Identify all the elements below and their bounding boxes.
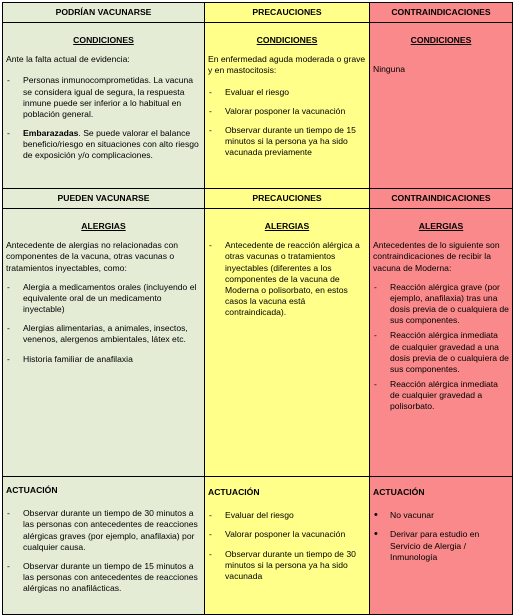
list-item: - Observar durante un tiempo de 30 minutos si la persona ya ha sido vacunada [208, 549, 366, 583]
section-title: ACTUACIÓN [373, 487, 425, 497]
actuacion-precauciones-list [208, 510, 366, 582]
section-title: ALERGIAS [418, 221, 464, 231]
alergias-contraindicaciones-cell [370, 209, 513, 477]
alergias-precauciones-list [208, 240, 366, 318]
alergias-pueden-list [6, 282, 201, 365]
intro-text: En enfermedad aguda moderada o grave y en mastocitosis: [208, 54, 366, 76]
condiciones-row [3, 23, 513, 189]
vaccination-criteria-table [2, 2, 513, 615]
list-item: • No vacunar [373, 510, 509, 521]
header-row-1 [3, 3, 513, 23]
actuacion-pueden-list [6, 508, 201, 594]
condiciones-precauciones-cell [205, 23, 370, 189]
item-bold-text: Embarazadas [23, 128, 79, 139]
list-item: - Valorar posponer la vacunación [208, 106, 366, 117]
alergias-contraindicaciones-list [373, 282, 509, 413]
header-row-2 [3, 189, 513, 209]
section-title: ALERGIAS [81, 221, 126, 231]
intro-text: Antecedentes de lo siguiente son contraindicaciones de recibir la vacuna de Moderna: [373, 240, 500, 273]
ninguna-text: Ninguna [373, 64, 406, 75]
list-item: - Antecedente de reacción alérgica a otras vacunas o tratamientos inyectables (diferentes a los componentes de la vacuna de Moderna o polisorbato, en estos casos la vacuna está contraindicada). [208, 240, 366, 318]
list-item [6, 75, 201, 120]
header-pueden-vacunarse: PUEDEN VACUNARSE [3, 189, 205, 209]
section-title: ACTUACIÓN [208, 487, 260, 497]
list-item: - Reacción alérgica grave (por ejemplo, anafilaxia) tras una dosis previa de o cualquiera de sus componentes. [373, 282, 509, 327]
list-item: - Evaluar del riesgo [208, 510, 366, 521]
header-podrian-vacunarse: PODRÍAN VACUNARSE [3, 3, 205, 23]
header-precauciones: PRECAUCIONES [205, 189, 370, 209]
header-contraindicaciones: CONTRAINDICACIONES [370, 3, 513, 23]
section-title: CONDICIONES [410, 35, 472, 45]
section-title: ALERGIAS [264, 221, 310, 231]
list-item: - Observar durante un tiempo de 15 minutos si la persona ya ha sido vacunada previamente [208, 125, 366, 159]
list-item: - Historia familiar de anafilaxia [6, 354, 201, 365]
list-item: - Reacción alérgica inmediata de cualquier gravedad a una dosis previa de o cualquiera de sus componentes. [373, 330, 509, 375]
alergias-row [3, 209, 513, 477]
item-text: Personas inmunocomprometidas. La vacuna se considera igual de segura, la respuesta inmune puede ser inferior a lo habitual en población general. [23, 75, 194, 119]
condiciones-podrian-list [6, 75, 201, 161]
list-item: - Observar durante un tiempo de 30 minutos a las personas con antecedentes de reacciones alérgicas graves (por ejemplo, anafilaxia) por cualquier causa. [6, 508, 201, 553]
condiciones-precauciones-list [208, 87, 366, 159]
condiciones-podrian-cell [3, 23, 205, 189]
condiciones-contraindicaciones-cell [370, 23, 513, 189]
header-precauciones: PRECAUCIONES [205, 3, 370, 23]
list-item: - Alergia a medicamentos orales (incluyendo el equivalente oral de un medicamento inyectable) [6, 282, 201, 316]
list-item: • Derivar para estudio en Servicio de Alergia / Inmunología [373, 529, 509, 563]
actuacion-precauciones-cell [205, 477, 370, 615]
alergias-precauciones-cell [205, 209, 370, 477]
list-item: - Alergias alimentarias, a animales, insectos, venenos, alergenos ambientales, látex etc. [6, 323, 201, 345]
actuacion-contraindicaciones-list [373, 510, 509, 563]
list-item: - Valorar posponer la vacunación [208, 529, 366, 540]
list-item [6, 128, 201, 162]
actuacion-row [3, 477, 513, 615]
section-title: CONDICIONES [256, 35, 318, 45]
section-title: ACTUACIÓN [6, 485, 58, 495]
alergias-pueden-cell [3, 209, 205, 477]
section-title: CONDICIONES [73, 35, 134, 45]
item-text: . Se puede valorar el balance beneficio/riesgo en situaciones con alto riesgo de exposición y/o complicaciones. [23, 128, 199, 161]
list-item: - Reacción alérgica inmediata de cualquier gravedad a polisorbato. [373, 379, 509, 413]
list-item: - Observar durante un tiempo de 15 minutos a las personas con antecedentes de reacciones alérgicas no anafilácticas. [6, 561, 201, 595]
header-contraindicaciones: CONTRAINDICACIONES [370, 189, 513, 209]
list-item: - Evaluar el riesgo [208, 87, 366, 98]
intro-text: Antecedente de alergias no relacionadas con componentes de la vacuna, otras vacunas o tratamientos inyectables, como: [6, 240, 178, 273]
actuacion-pueden-cell [3, 477, 205, 615]
intro-text: Ante la falta actual de evidencia: [6, 54, 130, 65]
actuacion-contraindicaciones-cell [370, 477, 513, 615]
